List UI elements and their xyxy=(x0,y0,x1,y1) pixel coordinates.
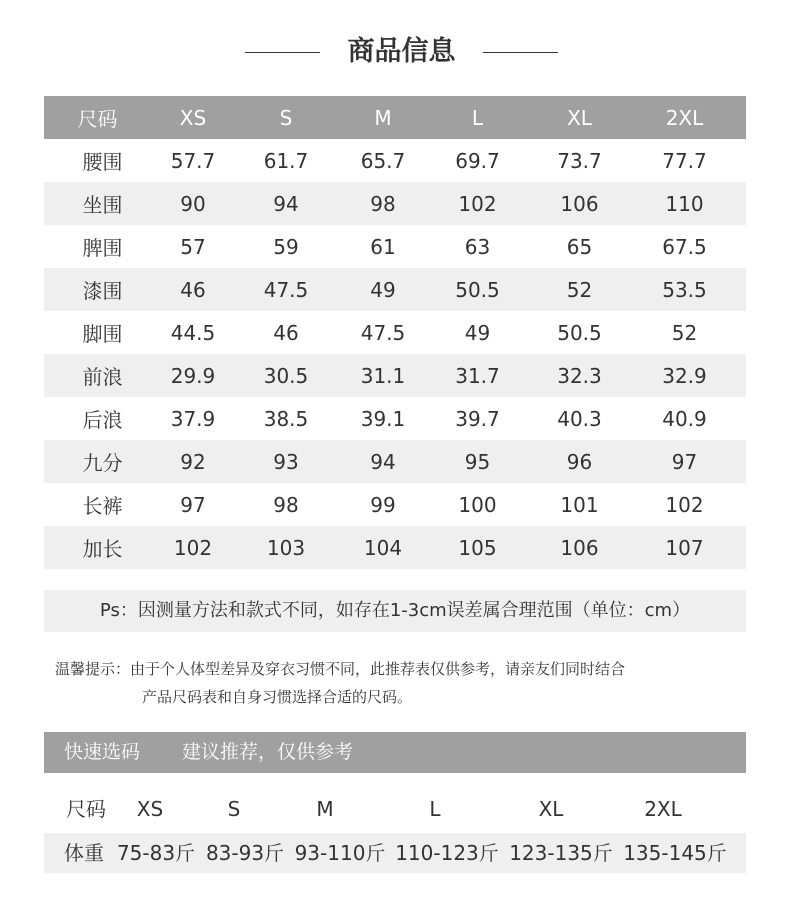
table-cell: 46 xyxy=(273,320,299,345)
table-cell: 94 xyxy=(225,182,347,225)
table-cell: 73.7 xyxy=(557,148,602,173)
size-cell: 2XL xyxy=(644,797,682,821)
table-cell: 98 xyxy=(273,492,299,517)
table-cell: 105 xyxy=(419,526,536,569)
size-cell: M xyxy=(316,797,334,821)
table-cell: 52 xyxy=(536,268,623,311)
table-cell: 57.7 xyxy=(170,148,216,173)
table-cell: 102 xyxy=(665,492,704,517)
table-cell: 50.5 xyxy=(419,268,536,311)
sizing-tip xyxy=(55,655,755,711)
table-cell: 69.7 xyxy=(455,148,500,173)
weight-cell: 93-110斤 xyxy=(294,841,386,865)
table-cell: 67.5 xyxy=(662,234,707,259)
table-cell: 103 xyxy=(225,526,347,569)
weight-cell: 75-83斤 xyxy=(116,841,196,865)
weight-cell: 110-123斤 xyxy=(395,841,499,865)
table-cell: 100 xyxy=(458,492,497,517)
title-divider-right xyxy=(483,52,558,53)
weight-cell: 123-135斤 xyxy=(509,841,613,865)
row-label: 九分 xyxy=(44,440,161,483)
table-cell: 50.5 xyxy=(557,320,602,345)
row-label: 加长 xyxy=(44,526,161,569)
table-cell: 44.5 xyxy=(170,320,216,345)
header-cell: XL xyxy=(536,96,623,139)
table-row xyxy=(44,311,746,354)
table-cell: 110 xyxy=(623,182,746,225)
table-cell: 77.7 xyxy=(662,148,707,173)
table-cell: 39.7 xyxy=(455,406,500,431)
table-cell: 93 xyxy=(225,440,347,483)
table-row xyxy=(44,397,746,440)
table-cell: 57 xyxy=(180,234,206,259)
header-cell: 尺码 xyxy=(44,96,161,139)
table-row xyxy=(44,440,746,483)
table-cell: 102 xyxy=(419,182,536,225)
table-cell: 98 xyxy=(347,182,419,225)
table-cell: 40.9 xyxy=(662,406,707,431)
quick-weight-row xyxy=(44,833,746,873)
row-label: 长裤 xyxy=(82,494,123,518)
header-cell: 2XL xyxy=(623,96,746,139)
table-cell: 97 xyxy=(623,440,746,483)
row-label: 脾围 xyxy=(82,236,123,260)
table-cell: 63 xyxy=(464,234,491,259)
table-cell: 107 xyxy=(623,526,746,569)
row-label: 后浪 xyxy=(82,408,123,432)
tip-line-2: 产品尺码表和自身习惯选择合适的尺码。 xyxy=(142,688,413,706)
table-row xyxy=(44,182,746,225)
table-cell: 52 xyxy=(671,320,698,345)
table-row xyxy=(44,225,746,268)
table-row xyxy=(44,526,746,569)
table-cell: 106 xyxy=(536,526,623,569)
row-label: 漆围 xyxy=(44,268,161,311)
row-label: 体重 xyxy=(64,841,104,865)
table-cell: 61 xyxy=(370,234,396,259)
table-cell: 47.5 xyxy=(360,320,406,345)
table-cell: 37.9 xyxy=(170,406,216,431)
table-cell: 97 xyxy=(180,492,206,517)
row-label: 前浪 xyxy=(44,354,161,397)
row-label: 脚围 xyxy=(82,322,123,346)
table-cell: 46 xyxy=(161,268,225,311)
page-title: 商品信息 xyxy=(347,36,456,67)
table-cell: 92 xyxy=(161,440,225,483)
table-cell: 32.3 xyxy=(536,354,623,397)
row-label: 尺码 xyxy=(66,797,106,821)
table-cell: 65 xyxy=(566,234,593,259)
title-divider-left xyxy=(245,52,320,53)
table-cell: 31.7 xyxy=(419,354,536,397)
table-cell: 104 xyxy=(347,526,419,569)
measurement-note: Ps：因测量方法和款式不同，如存在1-3cm误差属合理范围（单位：cm） xyxy=(44,590,746,632)
header-cell: M xyxy=(347,96,419,139)
weight-cell: 83-93斤 xyxy=(205,841,285,865)
quick-size-row xyxy=(44,789,746,829)
tip-line-1: 温馨提示：由于个人体型差异及穿衣习惯不同，此推荐表仅供参考，请亲友们同时结合 xyxy=(55,660,626,678)
title-block xyxy=(0,28,790,76)
table-cell: 39.1 xyxy=(360,406,406,431)
table-cell: 40.3 xyxy=(557,406,602,431)
table-row xyxy=(44,139,746,182)
size-cell: XS xyxy=(136,797,164,821)
table-cell: 30.5 xyxy=(225,354,347,397)
table-cell: 96 xyxy=(536,440,623,483)
table-cell: 31.1 xyxy=(347,354,419,397)
size-cell: S xyxy=(227,797,241,821)
size-cell: L xyxy=(429,797,441,821)
table-row xyxy=(44,268,746,311)
table-cell: 59 xyxy=(273,234,299,259)
table-cell: 32.9 xyxy=(623,354,746,397)
quick-select-title: 快速选码 xyxy=(64,741,141,763)
row-label: 腰围 xyxy=(82,150,123,174)
table-cell: 61.7 xyxy=(263,148,309,173)
table-row xyxy=(44,483,746,526)
table-cell: 47.5 xyxy=(225,268,347,311)
table-cell: 95 xyxy=(419,440,536,483)
size-cell: XL xyxy=(538,797,564,821)
size-table xyxy=(44,96,746,569)
quick-select-subtitle: 建议推荐，仅供参考 xyxy=(182,741,354,763)
table-cell: 38.5 xyxy=(263,406,309,431)
header-cell: L xyxy=(419,96,536,139)
header-cell: S xyxy=(225,96,347,139)
size-table-header xyxy=(44,96,746,139)
table-cell: 65.7 xyxy=(360,148,406,173)
table-cell: 101 xyxy=(560,492,599,517)
quick-select-header xyxy=(44,732,746,773)
table-cell: 29.9 xyxy=(161,354,225,397)
table-cell: 94 xyxy=(347,440,419,483)
row-label: 坐围 xyxy=(44,182,161,225)
table-cell: 53.5 xyxy=(623,268,746,311)
header-cell: XS xyxy=(161,96,225,139)
table-cell: 99 xyxy=(370,492,396,517)
table-cell: 90 xyxy=(161,182,225,225)
table-cell: 49 xyxy=(347,268,419,311)
table-row xyxy=(44,354,746,397)
table-cell: 106 xyxy=(536,182,623,225)
table-cell: 49 xyxy=(464,320,491,345)
table-cell: 102 xyxy=(161,526,225,569)
weight-cell: 135-145斤 xyxy=(623,841,727,865)
